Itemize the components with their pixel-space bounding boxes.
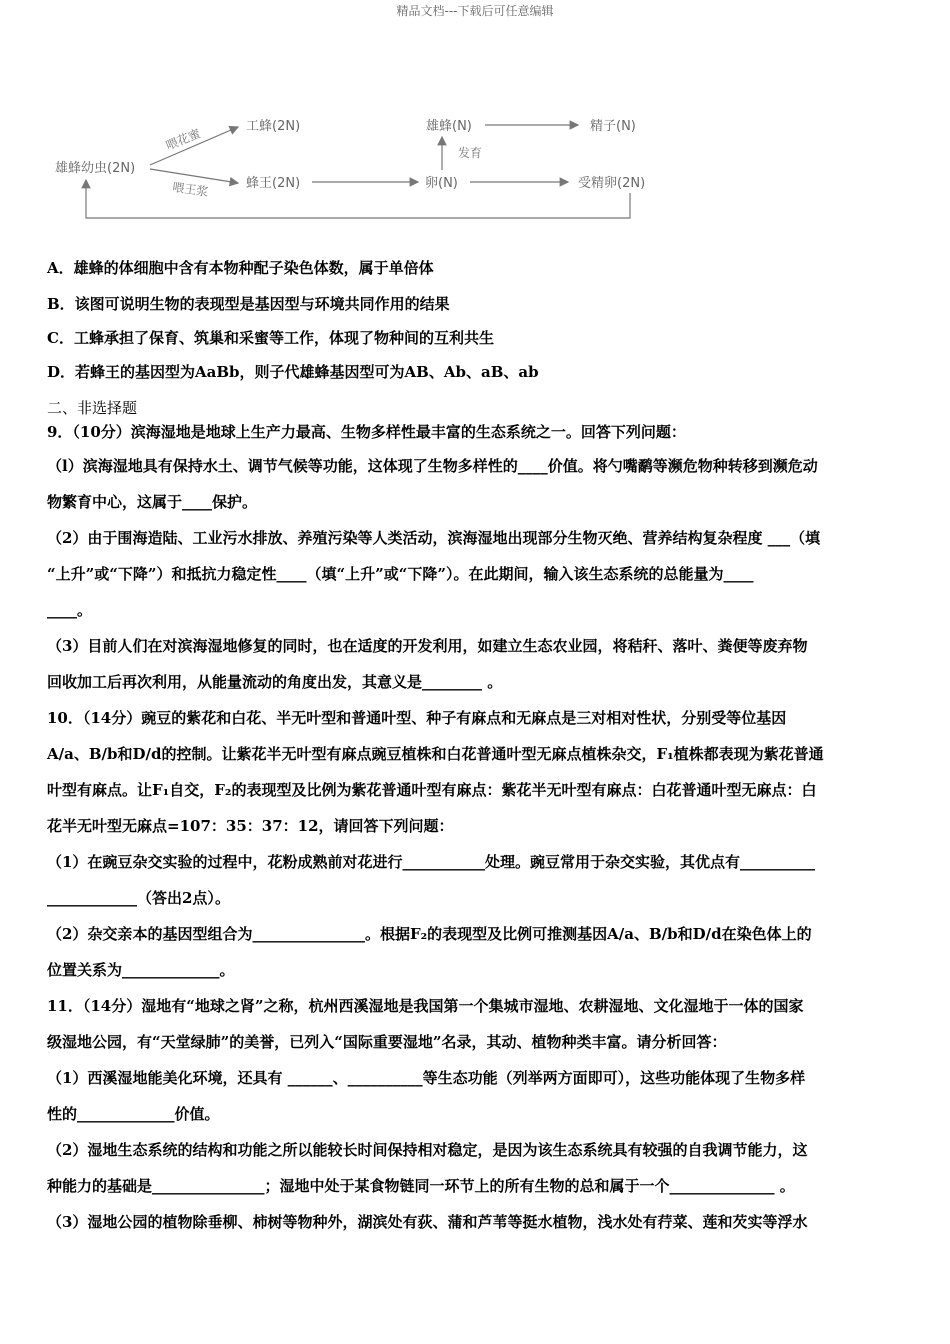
q10-part2-line1: （2）杂交亲本的基因型组合为_______________。根据F₂的表现型及比例可推测基因A/a、B/b和D/d在染色体上的 [47,925,812,943]
page-header: 精品文档---下载后可任意编辑 [396,4,554,18]
develop-label: 发育 [458,146,483,160]
feed-nectar-label: 喂花蜜 [163,126,203,153]
worker-label: 工蜂(2N) [246,119,301,134]
q9-stem: 9．（10分）滨海湿地是地球上生产力最高、生物多样性最丰富的生态系统之一。回答下列问题： [47,423,686,441]
larva-label: 雄蜂幼虫(2N) [55,161,136,176]
q10-stem-line1: 10．（14分）豌豆的紫花和白花、半无叶型和普通叶型、种子有麻点和无麻点是三对相对性状，分别受等位基因 [47,709,787,727]
q11-part2-line2: 种能力的基础是_______________；湿地中处于某食物链同一环节上的所有生物的总和属于一个______________ 。 [47,1177,795,1195]
arrow-larva-queen [150,169,238,183]
option-a: A．雄蜂的体细胞中含有本物种配子染色体数，属于单倍体 [47,259,434,277]
q9-part1-line1: （l）滨海湿地具有保持水土、调节气候等功能，这体现了生物多样性的____价值。将勺嘴鹬等濒危物种转移到濒危动 [47,457,818,475]
q9-part3-line1: （3）目前人们在对滨海湿地修复的同时，也在适度的开发利用，如建立生态农业园，将秸秆、落叶、粪便等废弃物 [47,637,808,655]
diagram-svg [50,105,670,225]
q9-part2-line3: ____。 [47,601,93,619]
arrow-loop-back [86,180,630,218]
sperm-label: 精子(N) [590,119,636,134]
q10-part1-line2: ____________（答出2点）。 [47,889,230,907]
q10-stem-line2: A/a、B/b和D/d的控制。让紫花半无叶型有麻点豌豆植株和白花普通叶型无麻点植株杂交，F₁植株都表现为紫花普通 [47,745,824,763]
q10-stem-line3: 叶型有麻点。让F₁自交，F₂的表现型及比例为紫花普通叶型有麻点：紫花半无叶型有麻点：白花普通叶型无麻点：白 [47,781,817,799]
section-heading: 二、非选择题 [47,399,138,417]
egg-label: 卵(N) [425,176,458,191]
fertilized-egg-label: 受精卵(2N) [578,176,646,191]
q9-part1-line2: 物繁育中心，这属于____保护。 [47,493,258,511]
q10-part2-line2: 位置关系为_____________。 [47,961,235,979]
q11-stem-line2: 级湿地公园，有“天堂绿肺”的美誉，已列入“国际重要湿地”名录，其动、植物种类丰富。请分析回答： [47,1033,727,1051]
q9-part2-line2: “上升”或“下降”）和抵抗力稳定性____（填“上升”或“下降”）。在此期间，输入该生态系统的总能量为____ [47,565,754,583]
q11-part2-line1: （2）湿地生态系统的结构和功能之所以能较长时间保持相对稳定，是因为该生态系统具有较强的自我调节能力，这 [47,1141,808,1159]
option-b: B．该图可说明生物的表现型是基因型与环境共同作用的结果 [47,295,450,313]
drone-label: 雄蜂(N) [426,119,472,134]
honeybee-diagram [50,105,670,225]
option-d: D．若蜂王的基因型为AaBb，则子代雄蜂基因型可为AB、Ab、aB、ab [47,363,539,381]
queen-label: 蜂王(2N) [246,176,301,191]
feed-jelly-label: 喂王浆 [171,180,210,199]
q10-stem-line4: 花半无叶型无麻点=107：35：37：12，请回答下列问题： [47,817,454,835]
q9-part2-line1: （2）由于围海造陆、工业污水排放、养殖污染等人类活动，滨海湿地出现部分生物灭绝、营养结构复杂程度 ___（填 [47,529,821,547]
q11-part1-line2: 性的_____________价值。 [47,1105,220,1123]
q11-part3-line1: （3）湿地公园的植物除垂柳、柿树等物种外，湖滨处有荻、蒲和芦苇等挺水植物，浅水处有荇菜、莲和芡实等浮水 [47,1213,808,1231]
q11-part1-line1: （1）西溪湿地能美化环境，还具有 ______、__________等生态功能（列举两方面即可），这些功能体现了生物多样 [47,1069,806,1087]
q11-stem-line1: 11．（14分）湿地有“地球之肾”之称，杭州西溪湿地是我国第一个集城市湿地、农耕湿地、文化湿地于一体的国家 [47,997,804,1015]
q10-part1-line1: （1）在豌豆杂交实验的过程中，花粉成熟前对花进行___________处理。豌豆常用于杂交实验，其优点有__________ [47,853,815,871]
option-c: C．工蜂承担了保育、筑巢和采蜜等工作，体现了物种间的互利共生 [47,329,494,347]
q9-part3-line2: 回收加工后再次利用，从能量流动的角度出发，其意义是________ 。 [47,673,503,691]
